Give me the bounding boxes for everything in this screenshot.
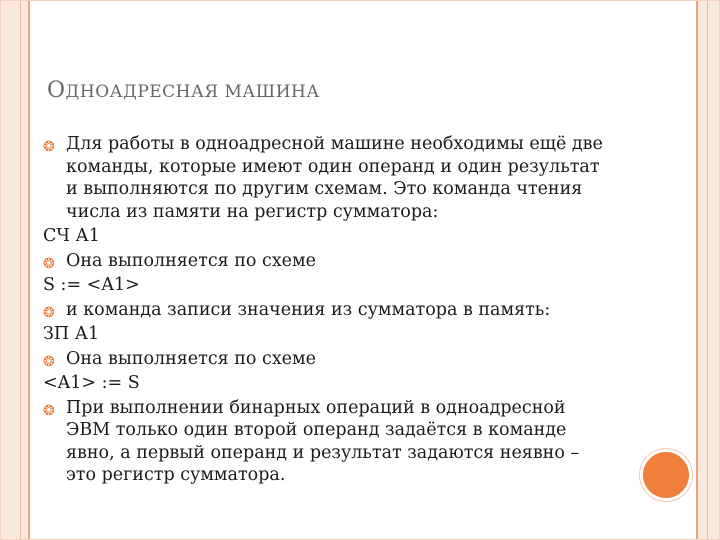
slide-title [47, 78, 320, 103]
bullet-icon: ❂ [43, 139, 55, 155]
bullet-item [43, 133, 603, 223]
code-line: <A1> := S [43, 373, 140, 393]
title-rest: ДНОАДРЕСНАЯ МАШИНА [65, 82, 320, 102]
bullet-text: Для работы в одноадресной машине необходимы ещё две команды, которые имеют один операнд и один результат и выполняются по другим схемам. Это команда чтения числа из памяти на регистр сумматора: [66, 134, 603, 222]
slide-content [43, 133, 603, 487]
bullet-item [43, 299, 603, 322]
bullet-text: При выполнении бинарных операций в одноадресной ЭВМ только один второй операнд задаётся в команде явно, а первый операнд и результат задаются неявно – это регистр сумматора. [66, 397, 580, 485]
decorative-circle [640, 449, 692, 501]
bullet-text: и команда записи значения из сумматора в память: [66, 299, 551, 320]
bullet-text: Она выполняется по схеме [66, 250, 317, 271]
bullet-item [43, 397, 603, 487]
bullet-icon: ❂ [43, 402, 55, 419]
title-first-letter: О [47, 78, 66, 103]
code-line: S := <A1> [43, 275, 140, 295]
bullet-icon: ❂ [43, 255, 55, 272]
bullet-item [43, 250, 603, 273]
bullet-icon: ❂ [43, 304, 55, 321]
bullet-icon: ❂ [43, 353, 55, 370]
code-line: ЗП А1 [43, 324, 100, 344]
code-line: СЧ А1 [43, 226, 100, 246]
bullet-text: Она выполняется по схеме [66, 348, 317, 369]
bullet-item [43, 348, 603, 371]
